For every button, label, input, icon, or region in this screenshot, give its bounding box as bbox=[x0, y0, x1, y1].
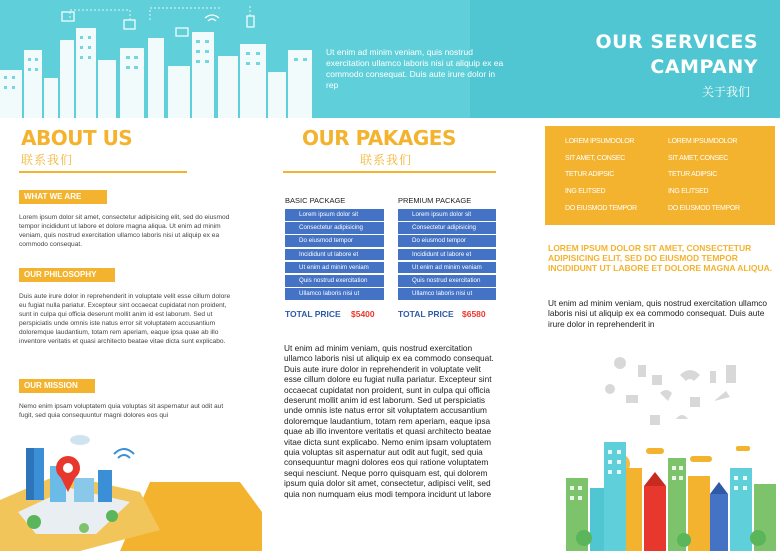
services-item: ING ELITSED bbox=[668, 188, 709, 196]
about-title-cn: 联系我们 bbox=[21, 153, 74, 167]
services-title-line2: CAMPANY bbox=[650, 56, 758, 78]
banner-text: Ut enim ad minim veniam, quis nostrud exercitation ullamco laboris nisi ut aliquip ex ea commodo consequat. Duis aute irure dolor in rep bbox=[326, 47, 504, 90]
services-highlight: LOREM IPSUM DOLOR SIT AMET, CONSECTETUR ADIPISICING ELIT, SED DO EIUSMOD TEMPOR INCIDIDUNT UT LABORE ET DOLORE MAGNA ALIQUA. bbox=[548, 243, 773, 274]
colorful-town-illustration bbox=[560, 428, 780, 551]
services-item: LOREM IPSUMDOLOR bbox=[668, 138, 738, 145]
basic-price-label: TOTAL PRICE bbox=[285, 309, 341, 319]
what-we-are-text: Lorem ipsum dolor sit amet, consectetur adipisicing elit, sed do eiusmod tempor incididunt ut labore et dolore magna aliqua. Ut enim ad minim veniam, quis nostrud exercitation ullamco laboris nisi ut aliquip ex ea commodo consequat. bbox=[19, 214, 230, 248]
basic-price: $5400 bbox=[351, 309, 375, 319]
basic-package-item: Do eiusmod tempor bbox=[285, 235, 384, 247]
premium-price-label: TOTAL PRICE bbox=[398, 309, 454, 319]
basic-package-label: BASIC PACKAGE bbox=[285, 196, 346, 205]
packages-title-cn: 联系我们 bbox=[360, 153, 413, 167]
faded-icons-decoration bbox=[590, 345, 750, 435]
about-divider bbox=[19, 171, 187, 173]
services-box bbox=[545, 126, 775, 225]
premium-package-list bbox=[398, 209, 496, 301]
packages-title: OUR PAKAGES bbox=[302, 126, 456, 150]
services-item: SIT AMET, CONSEC bbox=[565, 154, 626, 162]
packages-divider bbox=[283, 171, 496, 173]
services-title-line1: OUR SERVICES bbox=[595, 31, 758, 53]
philosophy-tag: OUR PHILOSOPHY bbox=[19, 268, 115, 282]
basic-package-item: Ullamco laboris nisi ut bbox=[285, 288, 384, 300]
philosophy-text: Duis aute irure dolor in reprehenderit in voluptate velit esse cillum dolore eu fugiat nulla pariatur. Excepteur sint occaecat cupidatat non proident, sunt in culpa qui officia deserunt mollit anim id est laborum. Sed ut perspiciatis unde omnis iste natus error sit voluptatem accusantium doloremque laudantium, totam rem aperiam, eaque ipsa quae ab illo inventore veritatis et quasi architecto beatae vitae dicta sunt explicabo. bbox=[19, 293, 231, 345]
basic-package-item: Consectetur adipisicing bbox=[285, 222, 384, 234]
services-title bbox=[596, 30, 759, 80]
basic-package-item: Lorem ipsum dolor sit bbox=[285, 209, 384, 221]
city-map-illustration bbox=[0, 430, 262, 551]
premium-package-item: Ut enim ad minim veniam bbox=[398, 262, 496, 274]
services-item: DO EIUSMOD TEMPOR bbox=[668, 204, 740, 212]
about-title: ABOUT US bbox=[21, 126, 133, 150]
basic-package-list bbox=[285, 209, 384, 301]
premium-price: $6580 bbox=[462, 309, 486, 319]
services-item: ING ELITSED bbox=[565, 188, 606, 196]
services-body-text: Ut enim ad minim veniam, quis nostrud exercitation ullamco laboris nisi ut aliquip ex ea commodo consequat. Duis aute irure dolor in reprehenderit in bbox=[548, 298, 768, 329]
premium-package-item: Incididunt ut labore et bbox=[398, 249, 496, 261]
premium-package-item: Do eiusmod tempor bbox=[398, 235, 496, 247]
premium-package-item: Ullamco laboris nisi ut bbox=[398, 288, 496, 300]
mission-tag: OUR MISSION bbox=[19, 379, 95, 393]
services-list-col1 bbox=[565, 134, 665, 217]
services-item: DO EIUSMOD TEMPOR bbox=[565, 204, 637, 212]
what-we-are-tag: WHAT WE ARE bbox=[19, 190, 107, 204]
premium-package-item: Quis nostrud exercitation bbox=[398, 275, 496, 287]
basic-package-item: Quis nostrud exercitation bbox=[285, 275, 384, 287]
packages-body-text: Ut enim ad minim veniam, quis nostrud exercitation ullamco laboris nisi ut aliquip ex ea commodo consequat. Duis aute irure dolor in reprehenderit in voluptate velit esse cillum dolore eu fugiat nulla pariatur. Excepteur sint occaecat cupidatat non proident, sunt in culpa qui officia deserunt mollit anim id est laborum. Sed ut perspiciatis unde omnis iste natus error sit voluptatem accusantium doloremque laudantium, totam rem aperiam, eaque ipsa quae ab illo inventore veritatis et quasi architecto beatae vitae dicta sunt explicabo. Nemo enim ipsam voluptatem quia voluptas sit aspernatur aut odit aut fugit, sed quia consequuntur magni dolores eos qui ratione voluptatem sequi nesciunt. Neque porro quisquam est, qui dolorem ipsum quia dolor sit amet, consectetur, adipisci velit, sed quia non numquam eius modi tempora incidunt ut labore bbox=[284, 343, 494, 499]
basic-package-item: Ut enim ad minim veniam bbox=[285, 262, 384, 274]
services-list-col2 bbox=[668, 134, 768, 217]
services-item: TETUR ADIPSIC bbox=[565, 171, 614, 179]
premium-package-item: Lorem ipsum dolor sit bbox=[398, 209, 496, 221]
premium-package-item: Consectetur adipisicing bbox=[398, 222, 496, 234]
mission-text: Nemo enim ipsam voluptatem quia voluptas sit aspernatur aut odit aut fugit, sed quia consequuntur magni dolores eos qui bbox=[19, 403, 224, 419]
services-item: LOREM IPSUMDOLOR bbox=[565, 138, 635, 145]
services-subtitle: 关于我们 bbox=[701, 85, 750, 99]
services-item: SIT AMET, CONSEC bbox=[668, 154, 729, 162]
basic-package-item: Incididunt ut labore et bbox=[285, 249, 384, 261]
services-item: TETUR ADIPSIC bbox=[668, 171, 717, 179]
premium-package-label: PREMIUM PACKAGE bbox=[398, 196, 472, 205]
